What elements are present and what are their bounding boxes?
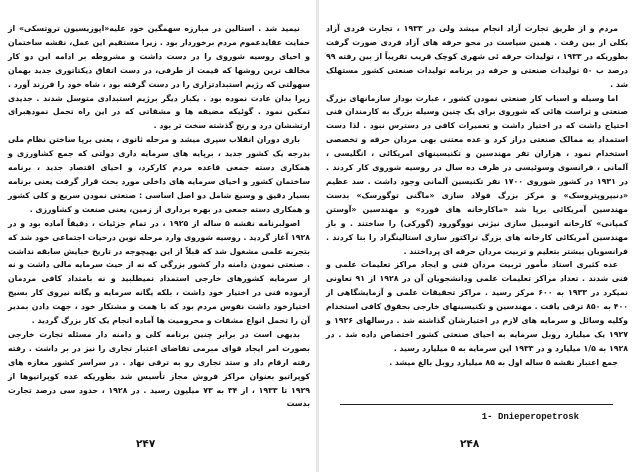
footnote-rule (340, 404, 613, 405)
left-paragraph-4: بدیهی است در برابر چنین برنامه کلی و دامنه دار مسئله تجارت خارجی بصورت امر ایجاد قوای مبرمی تقاضای اعتبار تجاری را نیز در بر داشت . رفته رفته ارقام داد و ستد تجاری رو به ترقی نهاد . در سراسر کشور مغازه های کوپراتیو بعنوان مراکز فروش مجاز تأسیس شد بطوریکه عده کوپراتیوها از ۱۹۲۹ تا ۱۹۳۳ ، از ۳۴ به ۷۳ میلیون رسید . در ۱۹۲۸ ، حدود سی درصد تجارت بدست (8, 329, 310, 409)
right-page (326, 22, 628, 462)
right-paragraph-3: عده کثیری استاد مأمور تربیت مردان فنی و ایجاد مراکز تعلیمات علمی و فنی شدند . تعداد مراکز تعلیمات علمی ودانشجویان آن در ۱۹۲۸ از ۹۱ تعاونی نمیکرد در ۱۹۳۳ به ۶۰۰ مرکز رسید . مراکز تحقیقات علمی و آزمایشگاهی از ۴۰۰ به ۸۵۰ ترقی یافت . مهندسین و تکنیسینهای خارجی بحقوق کافی استخدام وکلیه وسائل و سرمایه های لازم در اختیارشان گذاشته شد . درسالهای ۱۹۲۶ و ۱۹۲۷ یک میلیارد روبل سرمایه به احیای صنعتی کشور اختصاص داده شد . در ۱۹۲۸ به ۱/۵ میلیارد و در ۱۹۳۳ این سرمایه به ۵ میلیارد رسید . (326, 260, 629, 353)
right-page-body (326, 22, 628, 370)
book-gutter (316, 0, 319, 472)
right-paragraph-2: اما وسیله و اسباب کار صنعتی نمودن کشور ، عبارت بوداز سازمانهای بزرگ صنعتی و تراست هائی که شوروی برای یک چنین وسیله بزرگ به کارمندان فنی احتیاج داشت که در اختیار داشت و تعمیرات کافی در دسترس نبود . لذا دست استمداد به ممالک صنعتی دراز کرد و عده معتنی بهی مردان حرفه و تخصصی استخدام نمود ، هزاران تفر مهندسین و تکنیسینهای امریکائی ، انگلیسی ، آلمانی ، فرانسوی وسوئیسی در ظرف ده سال در روسیه شوروی کار کردند . در ۱۹۳۱ در کشور شوروی ۱۷۰۰ نفر تکنیسین آلمانی وجود داشت . سد عظیم «دنیپروپتروسک» و مرکز بزرگ فولاد سازی «ماگنی توگورسک» بدست مهندسین آمریکائی برپا شد «ماکارخانه های فورد» و مهندسین «آوستن کمپانی» کارخانه اتومبیل سازی نیژنی نووگورود (گورکی) را ساختند . و باز مهندسین آمریکائی کارخانه های بزرگ تراکتور سازی استالینگراد را بنا کردند . فرانسویان بیشتر بتعلیم و تربیت مردان حرفه ای پرداختند . (326, 93, 628, 256)
left-page-body (8, 22, 310, 411)
left-page-number: ۲۴۷ (136, 438, 156, 450)
left-page (8, 22, 310, 462)
left-paragraph-2: باری دوران انقلاب سپری میشد و مرحله ثانوی ، یعنی برپا ساختن نظام ملی بدرجه یک کشور جدید ، برپایه های سرمایه داری دولتی که جمع کشاورزی و همکاری دسته جمعی قاعده مردم کارکرد، و احیای اقتصاد جدید ، برنامه ساختمان کشور و احیای سرمایه های داخلی مورد بحث قرار گرفت یعنی برنامه بسیار دقیق و وسیع شامل دو اصل اساسی : صنعتی نمودن سریع و کلی کشور و همکاری دسته جمعی در بهره برداری از زمین، یعنی صنعت و کشاورزی . (8, 135, 310, 214)
right-paragraph-1: مردم و از طریق تجارت آزاد انجام میشد ولی در ۱۹۳۳ ، تجارت فردی آزاد بکلی از بین رفت . همین سیاست در محو حرفه های آزاد فردی صورت گرفت بطوریکه در ۱۹۳۳ ، تولیدات حرفه ئی شهری کوچک قریب تقریباً از بین رفته ۹۹ درصد ب ۵۰ تولیدات صنعتی و حرفه در برنامه تولیدات صنعتی کشور مستهلک شد . (326, 24, 628, 89)
left-paragraph-1: نیمید شد . استالین در مبارزه سهمگین خود علیه«اپوزیسیون تروتسکی» از حمایت عقایدعموم مردم برخوردار بود . زیرا مستقیم این عمل، نقشه ساختمان و احیای روسیه شوروی را در دست داشت و مشروطه بر ادامه این دو کار مخالف ترین روشها که قیمت از طرفی، در دست اتفاق دیکتاتوری جدید بهمان سهولتی که رژیم استبدادتزاری را در دست گرفته بود ، شاه خود را فرزند آورد . زیرا بدان عادت نموده بود . یکبار دیگر برژیم استبدادی متوسل شدند . جدیدی تمکین نمود . گوئیکه مضیقه ها و مشقاتی که در این راه تحمل نمودهبرای ارتششان درد و رنج گذشته سخت تر بود . (8, 24, 310, 131)
left-paragraph-3: اصولبرنامه نقشه ۵ ساله از ۱۹۲۵ ، در تمام جزئیات ، دقیقاً آماده بود و در ۱۹۲۸ آغاز گردید . روسیه شوروی وارد مرحله نوین درحیات اجتماعی خود شد که بتجربه علمی مشغول شد که قبلاً از این بهیچوجه در تاریخ خبایش سابقه نداشت . صنعتی نمودن دامنه دار کشور بزرگی که نه از حیث سرمایه مالی داشت و نه از سرمایه کشورهای خارجی استمداد نمیطلبید و نه بامتداد کافی مردمان آزموده فنی در اختیار خود داشت ، بلکه یگانه سرمایه و یگانه نیروی کار بسیج اختیارخود داشت نفوس مردم بود که با همت و مشتکار خود ، جهت دادن بمدیر آن را تحمل انواع مشقات و محرومیت ها آماده انجام یک کار بزرگ گردید . (8, 218, 310, 326)
right-paragraph-4: جمع اعتبار نقشه ۵ ساله اول به ۸۵ میلیارد روبل بالغ میشد . (389, 357, 618, 367)
right-page-number: ۲۴۸ (460, 438, 480, 450)
footnote: 1- Dnieperopetrosk (481, 412, 579, 422)
